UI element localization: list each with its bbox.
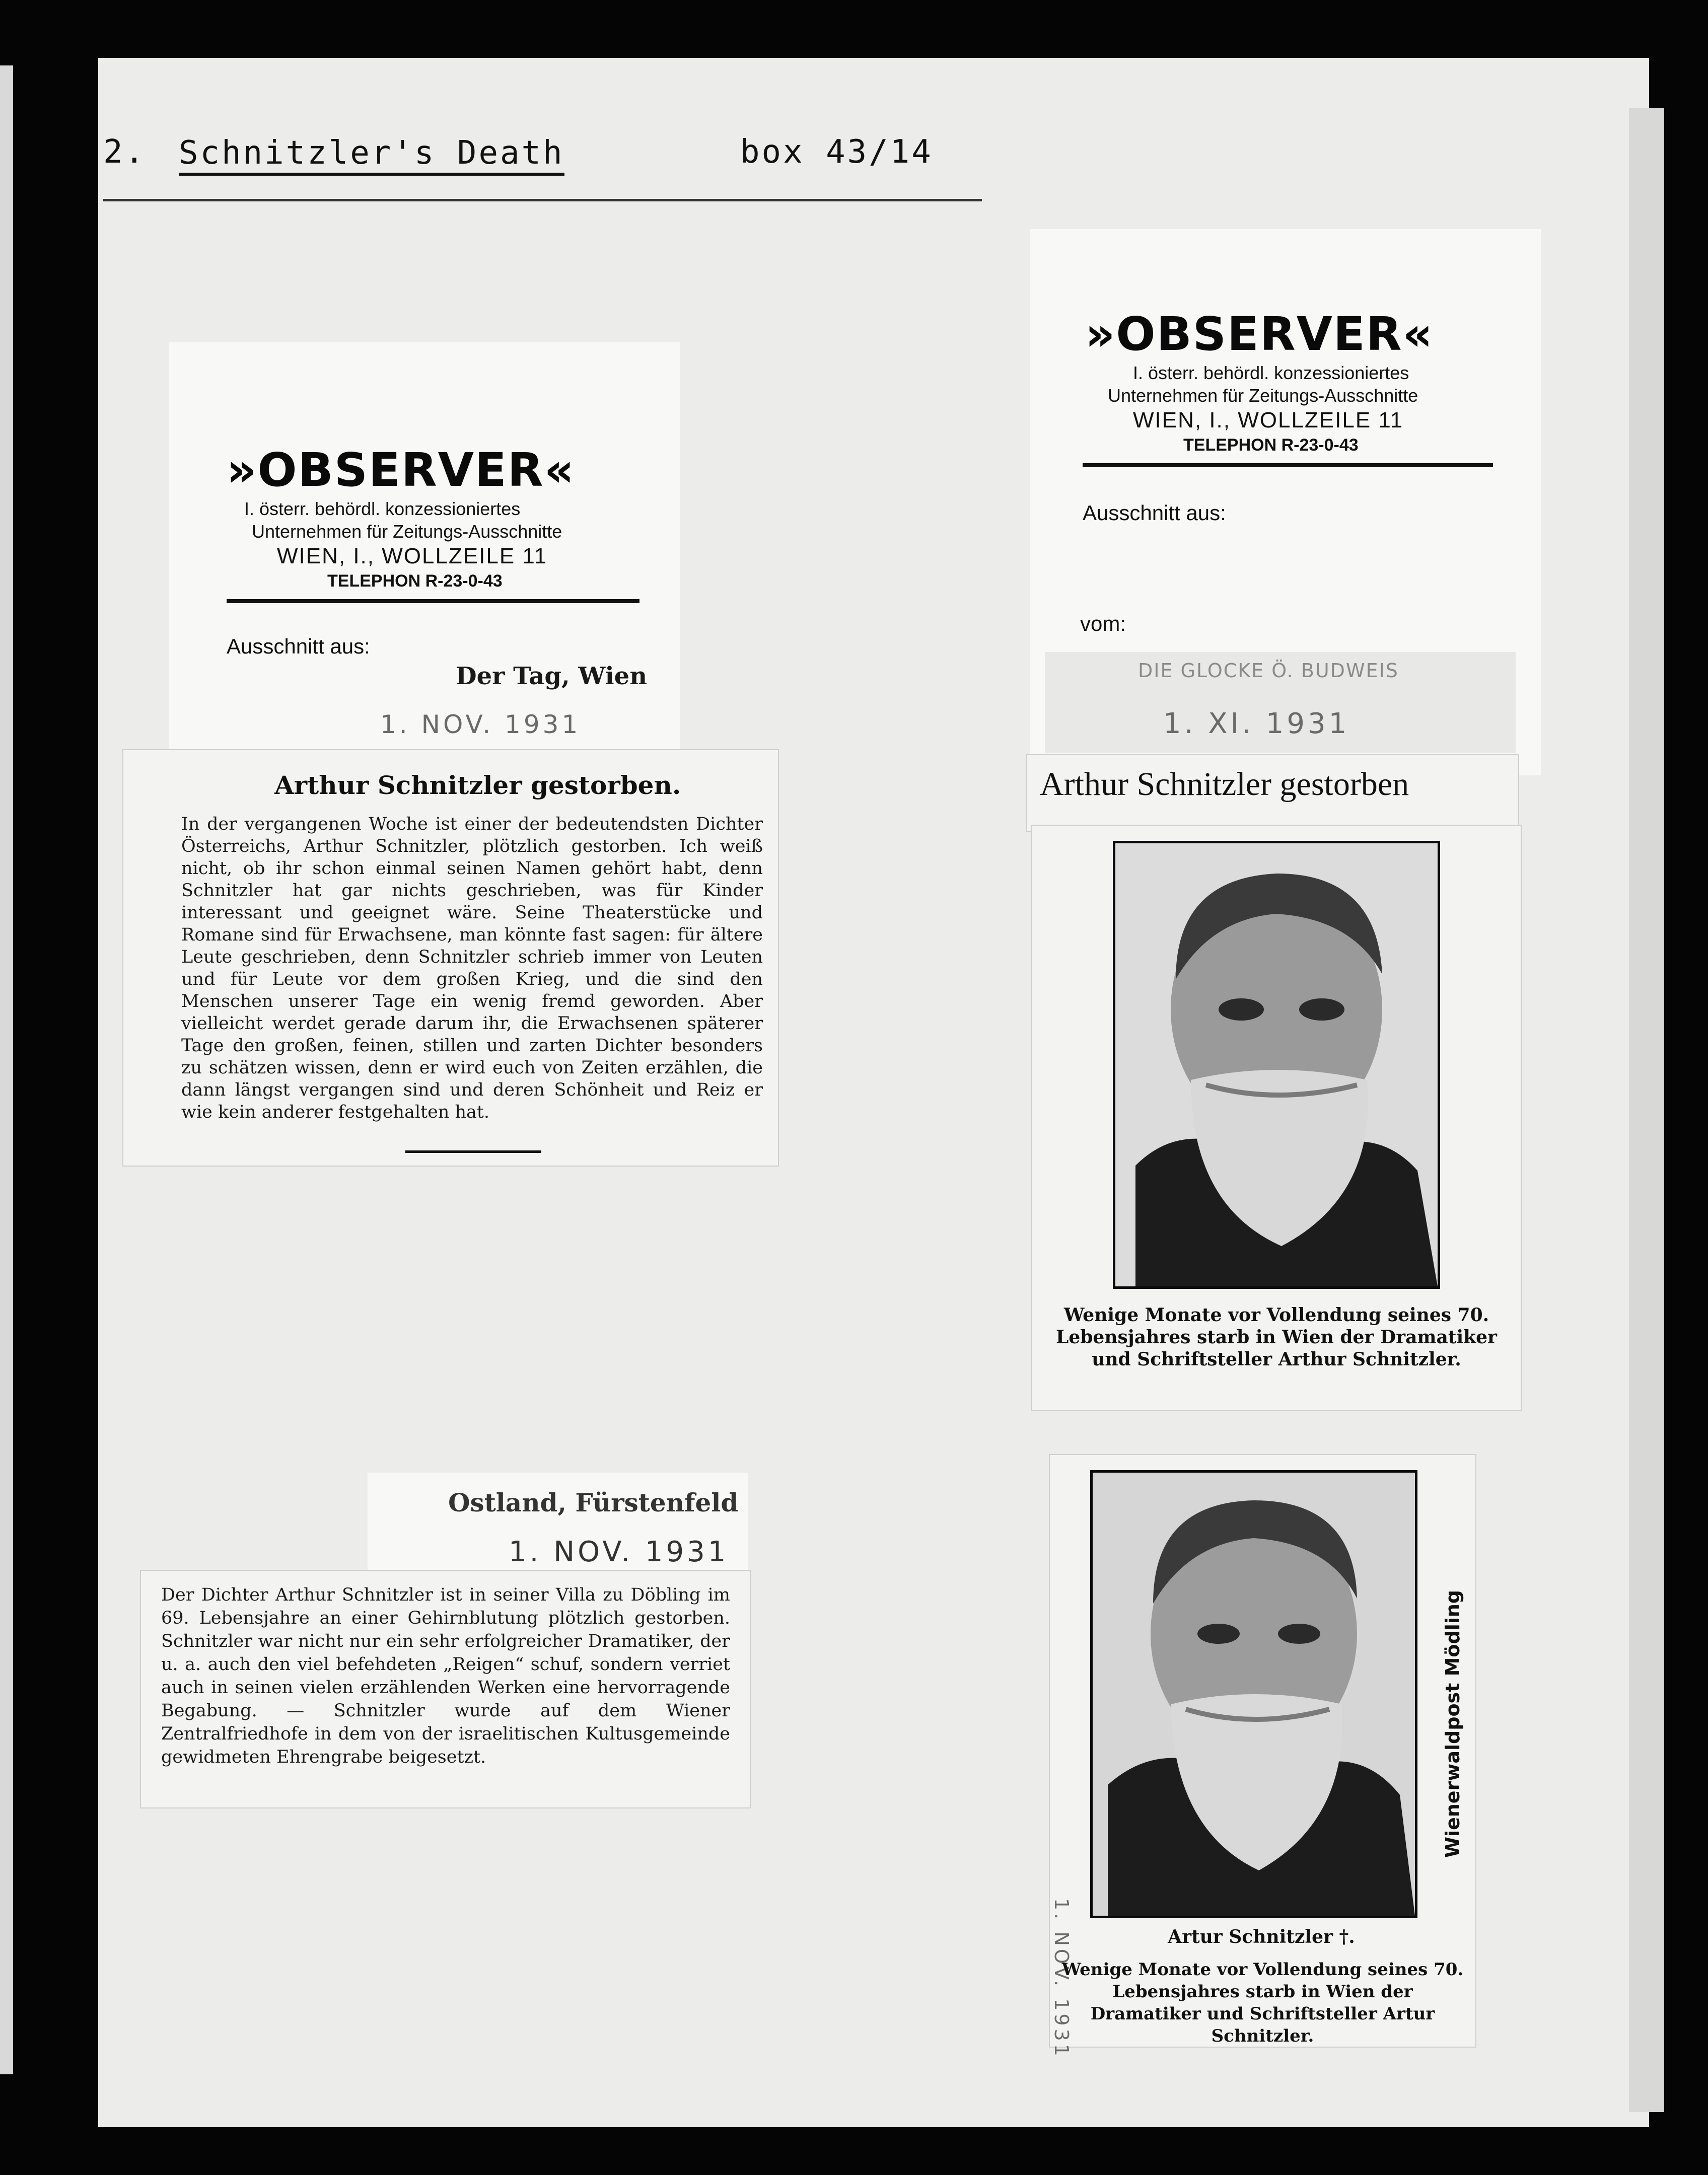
source-name: Ostland, Fürstenfeld [448,1488,739,1517]
agency-logo: »OBSERVER« [1085,307,1434,361]
agency-logo: »OBSERVER« [227,443,576,497]
article-body [181,813,763,1123]
article-body-text: Der Dichter Arthur Schnitzler ist in seiner Villa zu Döbling im 69. Lebensjahre an einer Gehirnblutung plötzlich gestorben. Schnitzler war nicht nur ein sehr erfolgreicher Dramatiker, der u. a. auch den viel befehdeten „Reigen“ schuf, sondern verriet auch in seinen vielen erzählenden Werken eine hervorragende Begabung. — Schnitzler wurde auf dem Wiener Zentralfriedhofe in dem von der israelitischen Kultusgemeinde gewidmeten Ehrengrabe beigesetzt. [161,1585,730,1767]
agency-phone: TELEPHON R-23-0-43 [327,571,503,591]
observer-slip-right [1030,229,1541,775]
agency-divider [1083,463,1493,467]
agency-address: WIEN, I., WOLLZEILE 11 [1133,408,1404,432]
box-reference: box 43/14 [740,133,933,171]
agency-line-2: Unternehmen für Zeitungs-Ausschnitte [1108,385,1418,406]
portrait-photo [1090,1470,1417,1918]
photo-caption: Wenige Monate vor Vollendung seines 70. Lebensjahres starb in Wien der Dramatiker und Schriftsteller Arthur Schnitzler. [1056,1304,1497,1370]
date-stamp: 1. XI. 1931 [1163,707,1350,740]
date-stamp-vertical: 1. NOV. 1931 [1050,1898,1073,2059]
agency-divider [227,599,639,603]
excerpt-label: Ausschnitt aus: [1083,501,1226,525]
article-der-tag [123,750,778,1166]
date-stamp: 1. NOV. 1931 [380,710,581,739]
from-label: vom: [1080,612,1126,635]
article-body [161,1583,730,1769]
article-headline: Arthur Schnitzler gestorben [1040,766,1409,803]
sheet-edge-shadow [1629,108,1664,2112]
name-caption: Artur Schnitzler †. [1168,1926,1355,1947]
source-name-vertical: Wienerwaldpost Mödling [1442,1590,1464,1858]
article-headline: Arthur Schnitzler gestorben. [274,770,681,800]
source-name: Der Tag, Wien [456,662,648,690]
header-rule [103,199,982,201]
agency-phone: TELEPHON R-23-0-43 [1183,436,1359,455]
folder-number: 2. [103,133,147,171]
article-glocke-photo-clip [1032,826,1521,1410]
agency-line-1: I. österr. behördl. konzessioniertes [1133,362,1409,383]
agency-line-1: I. österr. behördl. konzessioniertes [244,498,521,519]
photo-caption: Wenige Monate vor Vollendung seines 70. Lebensjahres starb in Wien der Dramatiker und Schriftsteller Artur Schnitzler. [1061,1960,1464,2046]
excerpt-label: Ausschnitt aus: [227,634,370,658]
agency-line-2: Unternehmen für Zeitungs-Ausschnitte [252,521,562,542]
date-stamp: 1. NOV. 1931 [509,1536,729,1568]
article-end-rule [405,1150,541,1153]
portrait-image [1115,843,1438,1286]
article-ostland [141,1571,750,1807]
folder-title: Schnitzler's Death [179,133,564,176]
article-glocke-headline [1027,755,1518,831]
portrait-photo [1113,841,1440,1289]
agency-address: WIEN, I., WOLLZEILE 11 [277,544,548,568]
article-body-text: In der vergangenen Woche ist einer der bedeutendsten Dichter Österreichs, Arthur Schnitzler, plötzlich gestorben. Ich weiß nicht, ob ihr schon einmal seinen Namen gehört habt, denn Schnitzler hat gar nichts geschrieben, was für Kinder interessant und geeignet wäre. Seine Theaterstücke und Romane sind für Erwachsene, man könnte fast sagen: für ältere Leute geschrieben, denn Schnitzler schrieb immer von Leuten und für Leute vor dem großen Krieg, und die sind den Menschen unserer Tage ein wenig fremd geworden. Aber vielleicht werdet gerade darum ihr, die Erwachsenen späterer Tage den großen, feinen, stillen und zarten Dichter besonders zu schätzen wissen, denn er wird euch von Zeiten erzählen, die dann längst vergangen sind und deren Schönheit und Reiz er wie kein anderer festgehalten hat. [181,814,763,1122]
portrait-image [1093,1473,1415,1916]
adjacent-page-strip [0,65,13,2074]
observer-slip-left [169,342,680,760]
article-wienerwaldpost [1050,1455,1475,2059]
source-stamp: DIE GLOCKE Ö. BUDWEIS [1138,660,1399,682]
